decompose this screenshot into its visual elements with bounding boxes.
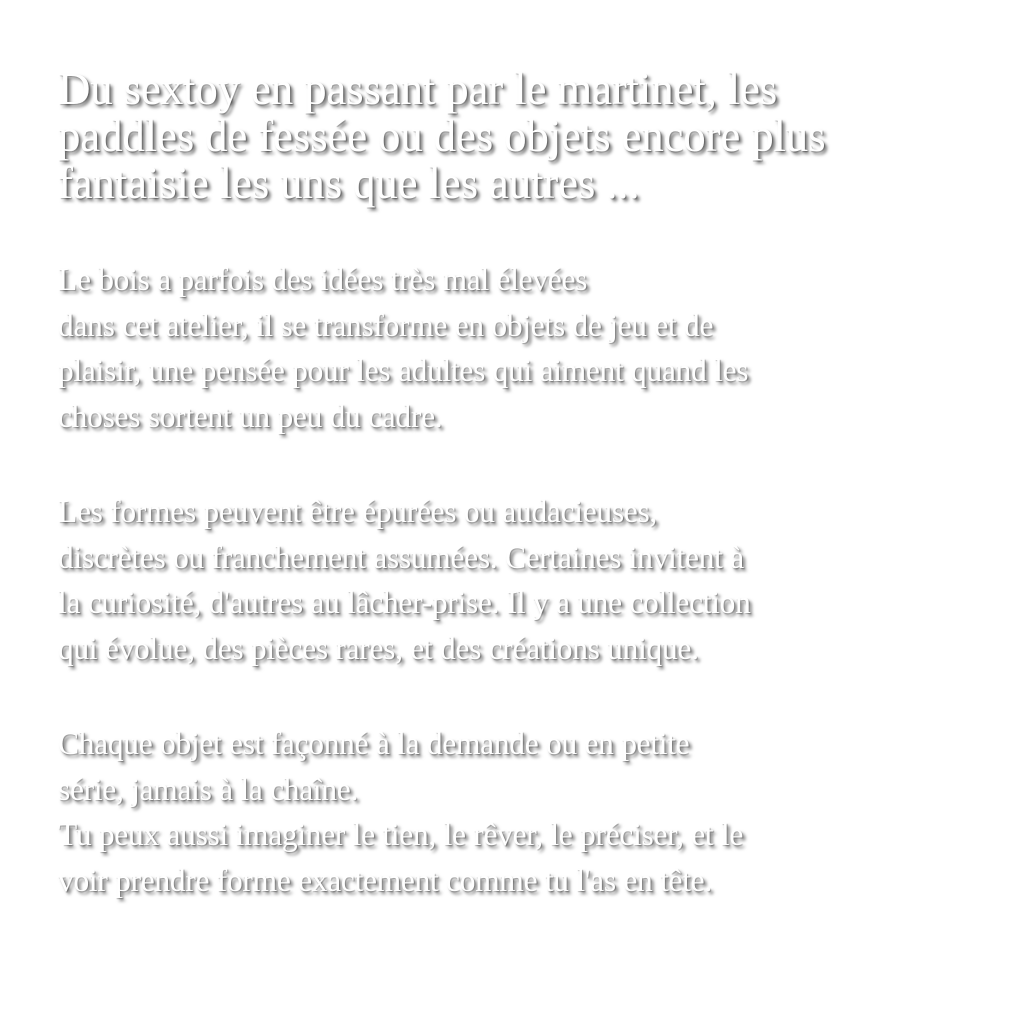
paragraph-line: plaisir, une pensée pour les adultes qui aiment quand les [58,353,749,388]
paragraph-custom [58,721,978,903]
paragraph-line: la curiosité, d'autres au lâcher-prise. Il y a une collection [58,585,751,620]
paragraph-line: choses sortent un peu du cadre. [58,398,443,434]
paragraph-line: Le bois a parfois des idées très mal élevées [58,262,588,297]
paragraph-forms [58,489,978,671]
paragraph-line: voir prendre forme exactement comme tu l'as en tête. [58,862,712,898]
paragraph-line: série, jamais à la chaîne. [58,771,359,807]
paragraph-line: Les formes peuvent être épurées ou audacieuses, [58,494,658,529]
paragraph-wood [58,257,978,439]
heading-line: fantaisie les uns que les autres ... [58,158,640,208]
text-content [58,66,978,903]
paragraph-line: Tu peux aussi imaginer le tien, le rêver, le préciser, et le [58,817,744,852]
heading-line: Du sextoy en passant par le martinet, les [58,64,778,114]
paragraph-line: qui évolue, des pièces rares, et des créations unique. [58,630,699,666]
intro-heading [58,66,978,207]
paragraph-line: Chaque objet est façonné à la demande ou en petite [58,726,690,761]
paragraph-line: dans cet atelier, il se transforme en objets de jeu et de [58,307,714,343]
heading-line: paddles de fessée ou des objets encore plus [58,111,826,161]
paragraph-line: discrètes ou franchement assumées. Certaines invitent à [58,539,744,575]
